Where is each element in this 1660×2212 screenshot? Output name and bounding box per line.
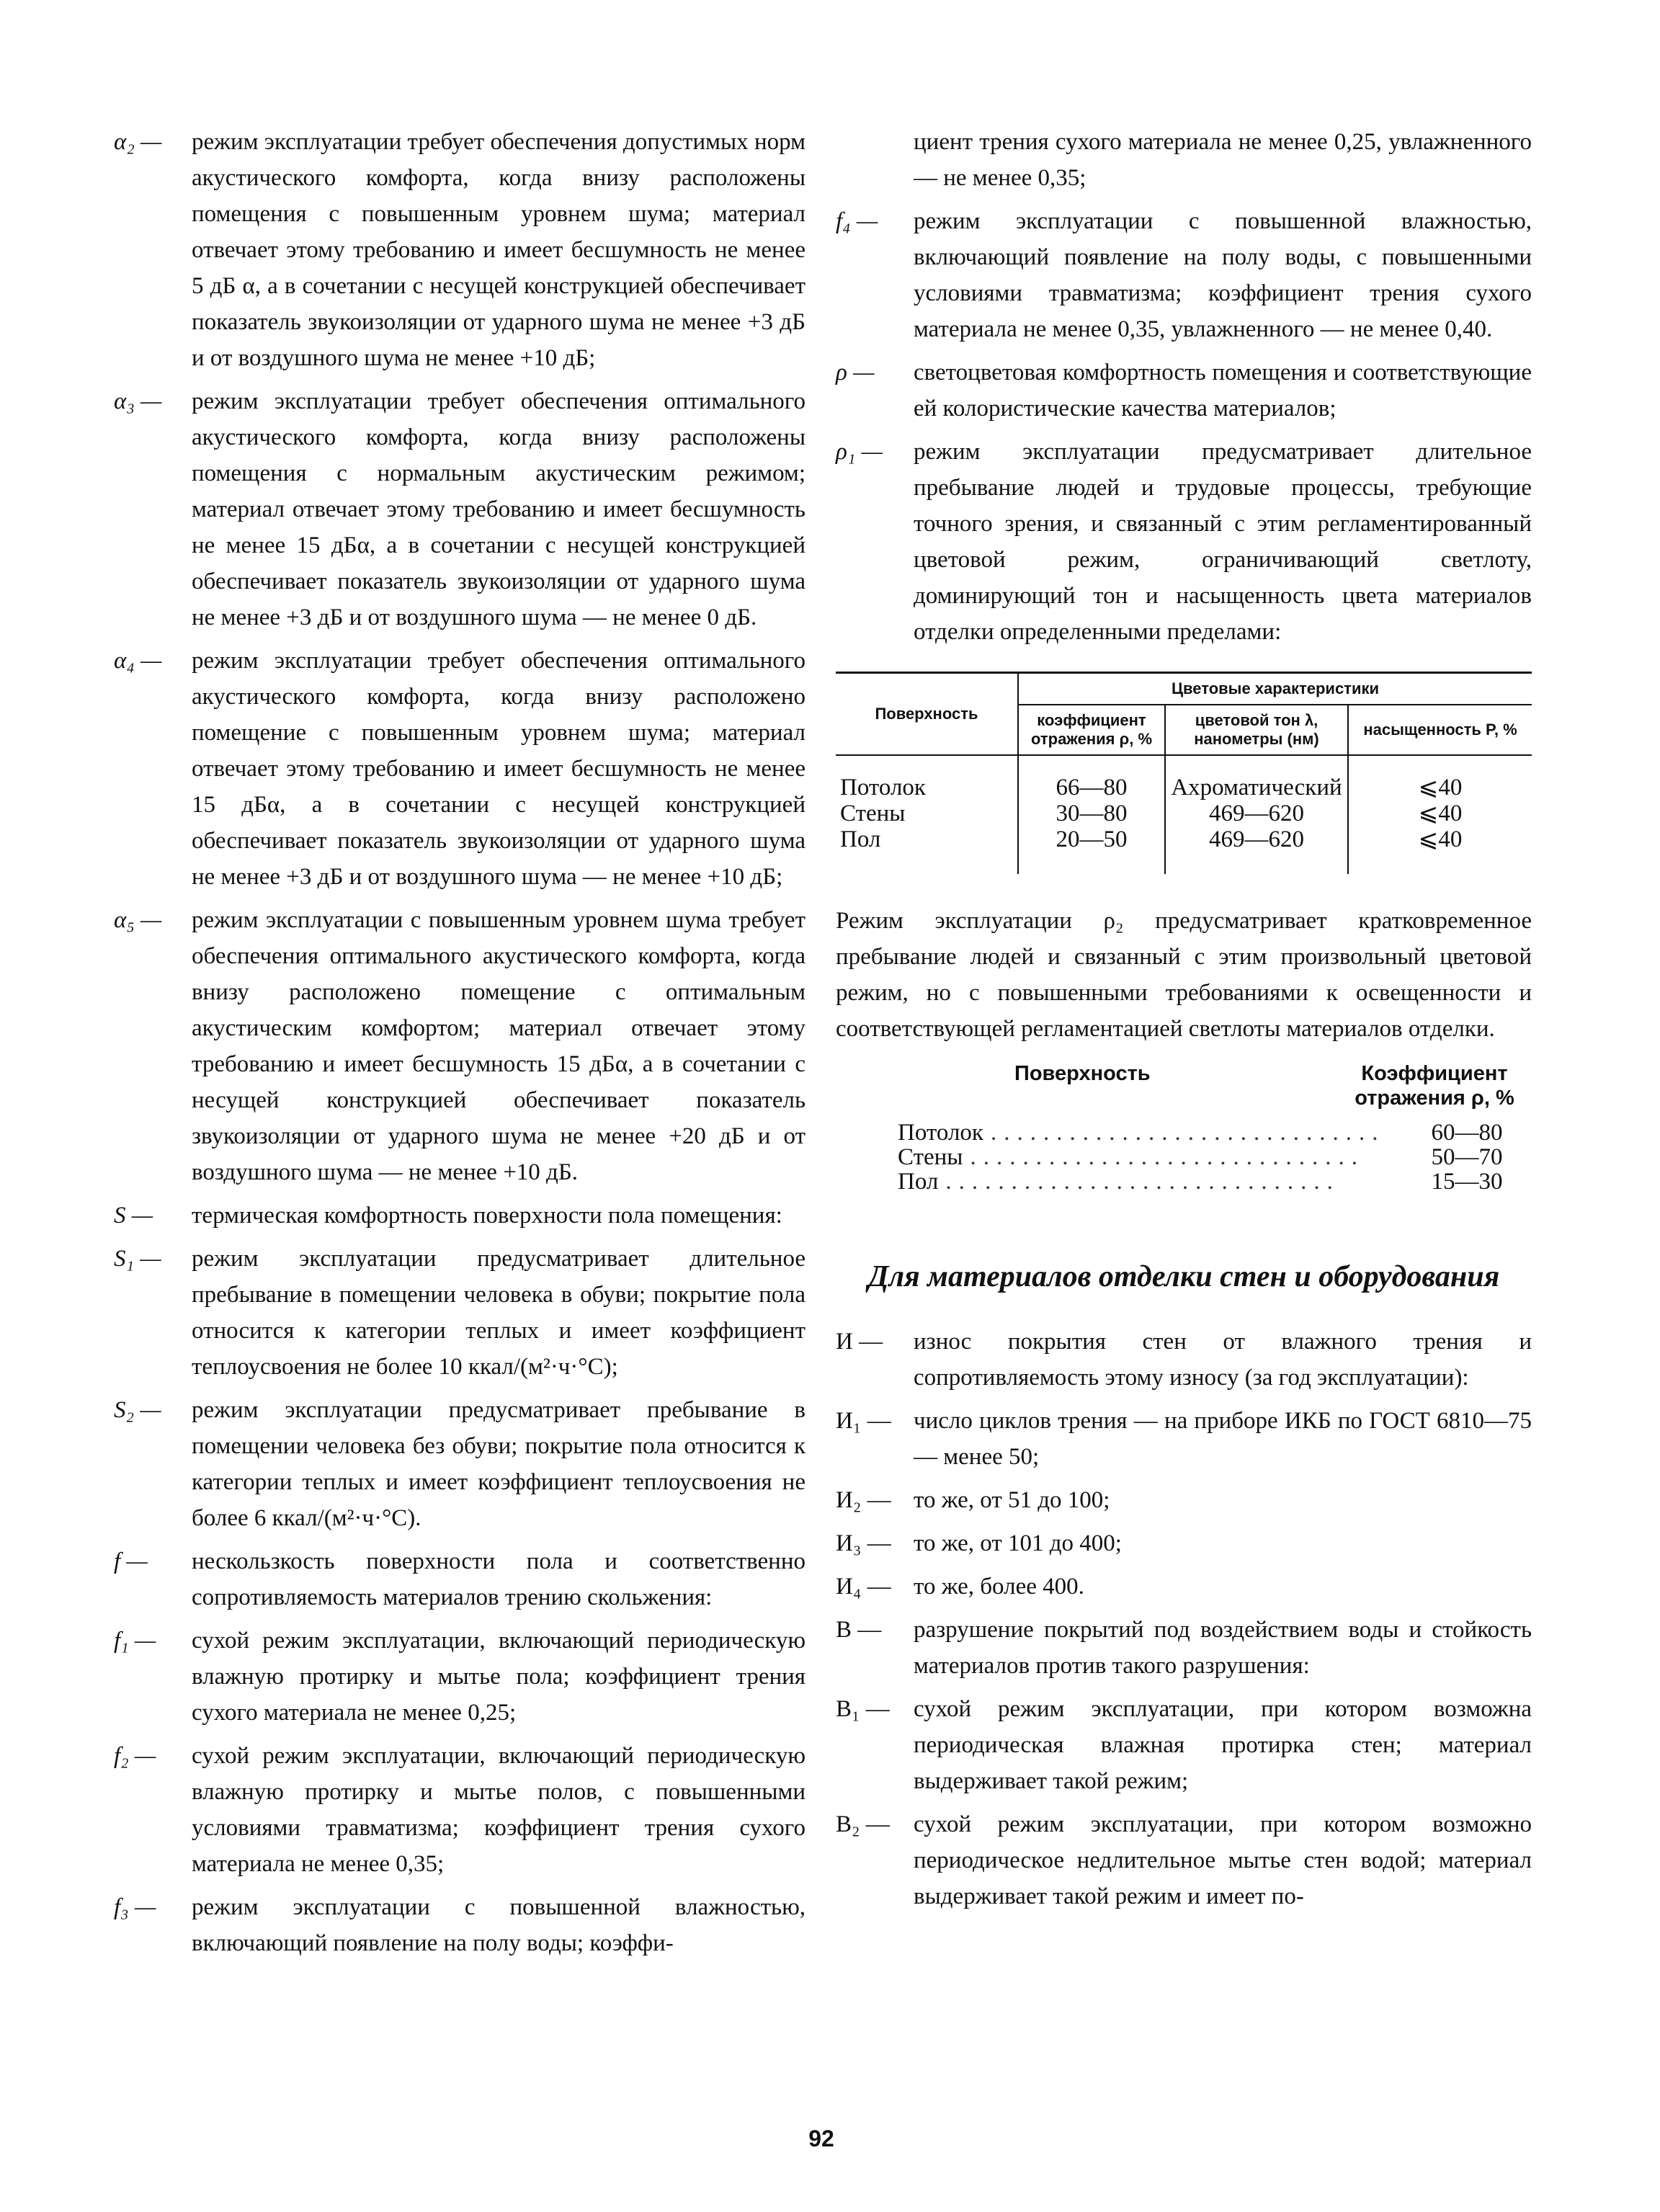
table-row xyxy=(836,755,1532,800)
definition-text: режим эксплуатации требует обеспечения оптимального акустического комфорта, когда внизу расположено помещение с повышенным уровнем шума; материал отвечает этому требованию и имеет бесшумность не менее 15 дБα, а в сочетании с несущей конструкцией обеспечивает показатель звукоизоляции от ударного шума не менее +3 дБ и от воздушного шума — не менее +10 дБ; xyxy=(192,648,806,890)
symbol-label: f₄ — xyxy=(836,208,878,234)
table-header-coefficient: Коэффициент отражения ρ, % xyxy=(1355,1062,1514,1110)
definition-item xyxy=(836,1691,1532,1799)
definition-text: то же, более 400. xyxy=(914,1574,1084,1600)
definition-text: нескользкость поверхности пола и соответственно сопротивляемость материалов трению скольжения: xyxy=(192,1548,806,1610)
cell-reflectance: 66—80 xyxy=(1018,755,1165,800)
definition-text: сухой режим эксплуатации, включающий периодическую влажную протирку и мытье пола; коэффициент трения сухого материала не менее 0,25; xyxy=(192,1628,806,1726)
definition-item xyxy=(114,383,806,635)
cell-reflectance: 30—80 xyxy=(1018,800,1165,826)
row-value: 60—80 xyxy=(1431,1120,1503,1146)
definition-item xyxy=(836,1569,1532,1605)
definition-item xyxy=(114,1392,806,1536)
definition-item xyxy=(836,1482,1532,1518)
symbol-label: α₄ — xyxy=(114,648,162,674)
symbol-label: ρ — xyxy=(836,360,875,385)
definition-text: режим эксплуатации требует обеспечения допустимых норм акустического комфорта, когда внизу расположены помещения с повышенным уровнем шума; материал отвечает этому требованию и имеет бесшумность не менее 5 дБ α, а в сочетании с несущей конструкцией обеспечивает показатель звукоизоляции от ударного шума не менее +3 дБ и от воздушного шума не менее +10 дБ; xyxy=(192,129,806,371)
definition-item xyxy=(114,1241,806,1385)
cell-saturation: ⩽40 xyxy=(1418,800,1463,826)
cell-surface: Потолок xyxy=(836,755,1018,800)
reflectance-table-header xyxy=(836,1061,1532,1110)
definition-item xyxy=(114,1623,806,1731)
definition-text: число циклов трения — на приборе ИКБ по ГОСТ 6810—75 — менее 50; xyxy=(914,1408,1532,1470)
symbol-label: ρ₁ — xyxy=(836,439,883,465)
definition-item xyxy=(114,1543,806,1615)
symbol-label: И₄ — xyxy=(836,1574,891,1600)
color-characteristics-table xyxy=(836,672,1532,874)
row-surface: Пол xyxy=(898,1169,939,1195)
definition-item xyxy=(114,1889,806,1961)
symbol-label: И₃ — xyxy=(836,1530,891,1556)
leader-dots: .............................. xyxy=(970,1145,1365,1169)
table-row xyxy=(836,1169,1532,1194)
symbol-label: И — xyxy=(836,1329,883,1355)
row-value: 15—30 xyxy=(1431,1169,1503,1195)
definition-text: режим эксплуатации требует обеспечения оптимального акустического комфорта, когда внизу расположены помещения с нормальным акустическим режимом; материал отвечает этому требованию и имеет бесшумность не менее 15 дБα, а в сочетании с несущей конструкцией обеспечивает показатель звукоизоляции от ударного шума не менее +3 дБ и от воздушного шума — не менее 0 дБ. xyxy=(192,388,806,630)
definition-text: режим эксплуатации с повышенным уровнем шума требует обеспечения оптимального акустического комфорта, когда внизу расположено помещение с оптимальным акустическим комфортом; материал отвечает этому требованию и имеет бесшумность 15 дБα, а в сочетании с несущей конструкцией обеспечивает показатель звукоизоляции от ударного шума не менее +20 дБ и от воздушного шума — не менее +10 дБ. xyxy=(192,907,806,1185)
table-row xyxy=(836,1120,1532,1145)
symbol-label: В₂ — xyxy=(836,1811,890,1837)
definition-text: то же, от 101 до 400; xyxy=(914,1530,1122,1556)
continued-text: циент трения сухого материала не менее 0,25, увлажненного — не менее 0,35; xyxy=(914,129,1532,191)
table-header-reflectance: коэффициент отражения ρ, % xyxy=(1018,705,1165,755)
symbol-label: И₁ — xyxy=(836,1408,891,1434)
table-header-tone: цветовой тон λ, нанометры (нм) xyxy=(1165,705,1348,755)
definition-item xyxy=(836,1806,1532,1914)
left-column xyxy=(114,124,806,1968)
definition-item xyxy=(114,1198,806,1234)
symbol-label: f₃ — xyxy=(114,1894,156,1920)
definition-text: режим эксплуатации с повышенной влажностью, включающий появление на полу воды; коэффи- xyxy=(192,1894,806,1956)
row-surface: Стены xyxy=(898,1144,963,1170)
table-header-surface: Поверхность xyxy=(836,673,1018,756)
table-row xyxy=(836,800,1532,826)
definition-text: сухой режим эксплуатации, при котором возможно периодическое недлительное мытье стен водой; материал выдерживает такой режим и имеет по- xyxy=(914,1811,1532,1909)
row-value: 50—70 xyxy=(1431,1144,1503,1170)
reflectance-table xyxy=(836,1061,1532,1194)
table-header-group: Цветовые характеристики xyxy=(1018,673,1532,705)
definition-item xyxy=(836,203,1532,347)
symbol-label: В — xyxy=(836,1617,882,1643)
definition-text: светоцветовая комфортность помещения и соответствующие ей колористические качества материалов; xyxy=(914,360,1532,422)
definition-text: режим эксплуатации предусматривает длительное пребывание в помещении человека в обуви; покрытие пола относится к категории теплых и имеет коэффициент теплоусвоения не более 10 ккал/(м²·ч·°С); xyxy=(192,1246,806,1380)
definition-item xyxy=(114,1738,806,1882)
row-surface: Потолок xyxy=(898,1120,983,1146)
definition-item xyxy=(836,1525,1532,1561)
symbol-label: α₂ — xyxy=(114,129,162,155)
definition-item xyxy=(836,1403,1532,1475)
definition-text: то же, от 51 до 100; xyxy=(914,1487,1110,1513)
table-row xyxy=(836,826,1532,874)
definition-item xyxy=(114,643,806,895)
symbol-label: S — xyxy=(114,1203,153,1228)
definition-text: сухой режим эксплуатации, при котором возможна периодическая влажная протирка стен; материал выдерживает такой режим; xyxy=(914,1696,1532,1794)
definition-item xyxy=(114,902,806,1190)
right-column xyxy=(836,124,1532,1922)
definition-text: разрушение покрытий под воздействием воды и стойкость материалов против такого разрушения: xyxy=(914,1617,1532,1679)
definition-item xyxy=(836,1324,1532,1396)
definition-text: сухой режим эксплуатации, включающий периодическую влажную протирку и мытье полов, с повышенными условиями травматизма; коэффициент трения сухого материала не менее 0,35; xyxy=(192,1743,806,1877)
table-header-surface: Поверхность xyxy=(1014,1062,1151,1085)
definition-item xyxy=(836,1612,1532,1684)
cell-saturation: ⩽40 xyxy=(1418,775,1463,800)
symbol-label: f₁ — xyxy=(114,1628,156,1654)
cell-tone: 469—620 xyxy=(1165,800,1348,826)
symbol-label: α₃ — xyxy=(114,388,162,414)
leader-dots: .............................. xyxy=(945,1169,1340,1194)
cell-tone: 469—620 xyxy=(1165,826,1348,874)
definition-text: износ покрытия стен от влажного трения и сопротивляемость этому износу (за год эксплуатации): xyxy=(914,1329,1532,1391)
definition-item xyxy=(836,434,1532,650)
symbol-label: α₅ — xyxy=(114,907,162,933)
symbol-label: f — xyxy=(114,1548,148,1574)
symbol-label: S₁ — xyxy=(114,1246,161,1272)
symbol-label: f₂ — xyxy=(114,1743,156,1769)
symbol-label: S₂ — xyxy=(114,1397,161,1423)
paragraph-rho2: Режим эксплуатации ρ₂ предусматривает кратковременное пребывание людей и связанный с этим произвольный цветовой режим, но с повышенными требованиями к освещенности и соответствующей регламентацией светлоты материалов отделки. xyxy=(836,908,1532,1042)
symbol-label: И₂ — xyxy=(836,1487,891,1513)
cell-reflectance: 20—50 xyxy=(1018,826,1165,874)
definition-text: режим эксплуатации с повышенной влажностью, включающий появление на полу воды, с повышенными условиями травматизма; коэффициент трения сухого материала не менее 0,35, увлажненного — не менее 0,40. xyxy=(914,208,1532,342)
definition-text: режим эксплуатации предусматривает длительное пребывание людей и трудовые процессы, требующие точного зрения, и связанный с этим регламентированный цветовой режим, ограничивающий светлоту, доминирующий тон и насыщенность цвета материалов отделки определенными пределами: xyxy=(914,439,1532,645)
cell-tone: Ахроматический xyxy=(1165,755,1348,800)
table-row xyxy=(836,1145,1532,1169)
cell-surface: Стены xyxy=(836,800,1018,826)
definition-item xyxy=(114,124,806,376)
symbol-label: В₁ — xyxy=(836,1696,890,1722)
cell-surface: Пол xyxy=(836,826,1018,874)
definition-text: термическая комфортность поверхности пола помещения: xyxy=(192,1203,782,1228)
definition-text: режим эксплуатации предусматривает пребывание в помещении человека без обуви; покрытие пола относится к категории теплых и имеет коэффициент теплоусвоения не более 6 ккал/(м²·ч·°С). xyxy=(192,1397,806,1531)
section-heading: Для материалов отделки стен и оборудования xyxy=(867,1260,1500,1293)
table-header-saturation: насыщенность P, % xyxy=(1348,705,1532,755)
leader-dots: .............................. xyxy=(990,1120,1385,1145)
definition-item xyxy=(836,354,1532,427)
page-number: 92 xyxy=(808,2126,834,2151)
cell-saturation: ⩽40 xyxy=(1418,826,1463,852)
